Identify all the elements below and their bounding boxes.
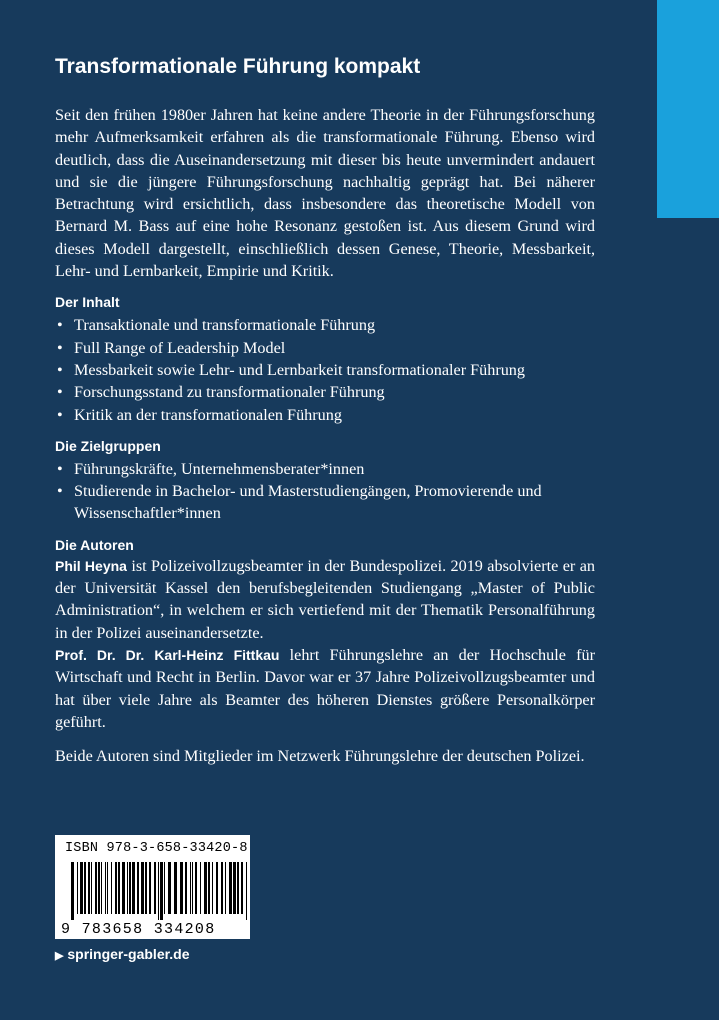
barcode-bar bbox=[95, 862, 97, 914]
list-item: • Studierende in Bachelor- und Masterstudiengängen, Promovierende und Wissenschaftler*innen bbox=[55, 480, 595, 525]
barcode-bar bbox=[115, 862, 117, 914]
accent-block bbox=[657, 0, 719, 218]
barcode-bar bbox=[229, 862, 232, 914]
barcode-bar bbox=[101, 862, 102, 914]
barcode-bars bbox=[71, 862, 249, 920]
list-item: • Forschungsstand zu transformationaler Führung bbox=[55, 381, 595, 403]
barcode-bar bbox=[122, 862, 125, 914]
barcode-bar bbox=[164, 862, 165, 914]
barcode-bar bbox=[105, 862, 106, 914]
author-bio-text: ist Polizeivollzugsbeamter in der Bundespolizei. 2019 absolvierte er an der Universität Kassel den berufsbegleitenden Studiengang „Master of Public Administration“, in welchem er sich vertiefend mit der Thematik Personalführung in der Polizei auseinandersetzte. bbox=[55, 556, 595, 642]
barcode-bar bbox=[149, 862, 151, 914]
barcode-bar bbox=[225, 862, 226, 914]
barcode-bar bbox=[221, 862, 223, 914]
barcode-bar bbox=[174, 862, 177, 914]
barcode-bar bbox=[88, 862, 90, 914]
audience-heading: Die Zielgruppen bbox=[55, 437, 161, 454]
publisher-link[interactable] bbox=[55, 946, 190, 962]
barcode-bar bbox=[246, 862, 247, 920]
barcode-bar bbox=[118, 862, 120, 914]
list-item: • Transaktionale und transformationale Führung bbox=[55, 314, 595, 336]
barcode-bar bbox=[168, 862, 171, 914]
list-item: • Führungskräfte, Unternehmensberater*innen bbox=[55, 458, 595, 480]
list-item: • Messbarkeit sowie Lehr- und Lernbarkeit transformationaler Führung bbox=[55, 359, 595, 381]
barcode-bar bbox=[141, 862, 144, 914]
barcode-bar bbox=[154, 862, 156, 914]
barcode-bar bbox=[77, 862, 78, 914]
barcode-bar bbox=[195, 862, 197, 914]
barcode-bar bbox=[185, 862, 187, 914]
barcode-bar bbox=[84, 862, 86, 914]
barcode-bar bbox=[212, 862, 213, 914]
barcode-digits: 9 783658 334208 bbox=[61, 921, 216, 938]
barcode-bar bbox=[216, 862, 218, 914]
author-bio-text: lehrt Führungslehre an der Hochschule für Wirtschaft und Recht in Berlin. Davor war er 37 Jahre Polizeivollzugsbeamter und hat über viele Jahre als Beamter des höheren Dienstes größere Personalkörper geführt. bbox=[55, 645, 595, 731]
barcode-bar bbox=[127, 862, 128, 914]
list-item: • Kritik an der transformationalen Führung bbox=[55, 404, 595, 426]
barcode-bar bbox=[204, 862, 207, 914]
barcode-bar bbox=[200, 862, 201, 914]
barcode-bar bbox=[192, 862, 193, 914]
barcode-bar bbox=[233, 862, 236, 914]
contents-heading: Der Inhalt bbox=[55, 294, 120, 311]
barcode-bar bbox=[71, 862, 74, 920]
barcode-bar bbox=[237, 862, 239, 914]
list-item: • Full Range of Leadership Model bbox=[55, 337, 595, 359]
isbn-barcode bbox=[55, 835, 250, 939]
author-name: Prof. Dr. Dr. Karl-Heinz Fittkau bbox=[55, 646, 280, 663]
author-bio-heyna bbox=[55, 555, 595, 644]
barcode-bar bbox=[145, 862, 147, 914]
barcode-bar bbox=[107, 862, 108, 914]
barcode-bar bbox=[241, 862, 243, 914]
barcode-bar bbox=[80, 862, 83, 914]
publisher-url: springer-gabler.de bbox=[67, 946, 190, 962]
audience-list bbox=[55, 458, 595, 525]
arrow-right-icon: ▶ bbox=[55, 950, 64, 962]
closing-paragraph: Beide Autoren sind Mitglieder im Netzwerk Führungslehre der deutschen Polizei. bbox=[55, 747, 585, 766]
barcode-bar bbox=[91, 862, 92, 914]
contents-list bbox=[55, 314, 595, 425]
isbn-label: ISBN 978-3-658-33420-8 bbox=[65, 841, 248, 856]
barcode-bar bbox=[137, 862, 139, 914]
barcode-bar bbox=[208, 862, 210, 914]
authors-heading: Die Autoren bbox=[55, 536, 134, 553]
barcode-bar bbox=[160, 862, 163, 920]
author-name: Phil Heyna bbox=[55, 557, 127, 574]
barcode-bar bbox=[129, 862, 131, 914]
barcode-bar bbox=[158, 862, 159, 920]
barcode-bar bbox=[132, 862, 135, 914]
barcode-bar bbox=[111, 862, 112, 914]
author-bio-fittkau bbox=[55, 644, 595, 733]
back-cover-text bbox=[55, 104, 595, 767]
intro-paragraph: Seit den frühen 1980er Jahren hat keine andere Theorie in der Führungsforschung mehr Aufmerksamkeit erfahren als die transformationale Führung. Ebenso wird deutlich, dass die Auseinandersetzung mit dieser bis heute unvermindert andauert und sie die jüngere Führungsforschung nachhaltig geprägt hat. Bei näherer Betrachtung wird ersichtlich, dass insbesondere das theoretische Modell von Bernard M. Bass auf eine hohe Resonanz gestoßen ist. Aus diesem Grund wird dieses Modell dargestellt, einschließlich dessen Genese, Theorie, Messbarkeit, Lehr- und Lernbarkeit, Empirie und Kritik. bbox=[55, 106, 595, 281]
book-title: Transformationale Führung kompakt bbox=[55, 55, 421, 78]
barcode-bar bbox=[98, 862, 100, 914]
barcode-bar bbox=[180, 862, 183, 914]
barcode-bar bbox=[190, 862, 191, 914]
